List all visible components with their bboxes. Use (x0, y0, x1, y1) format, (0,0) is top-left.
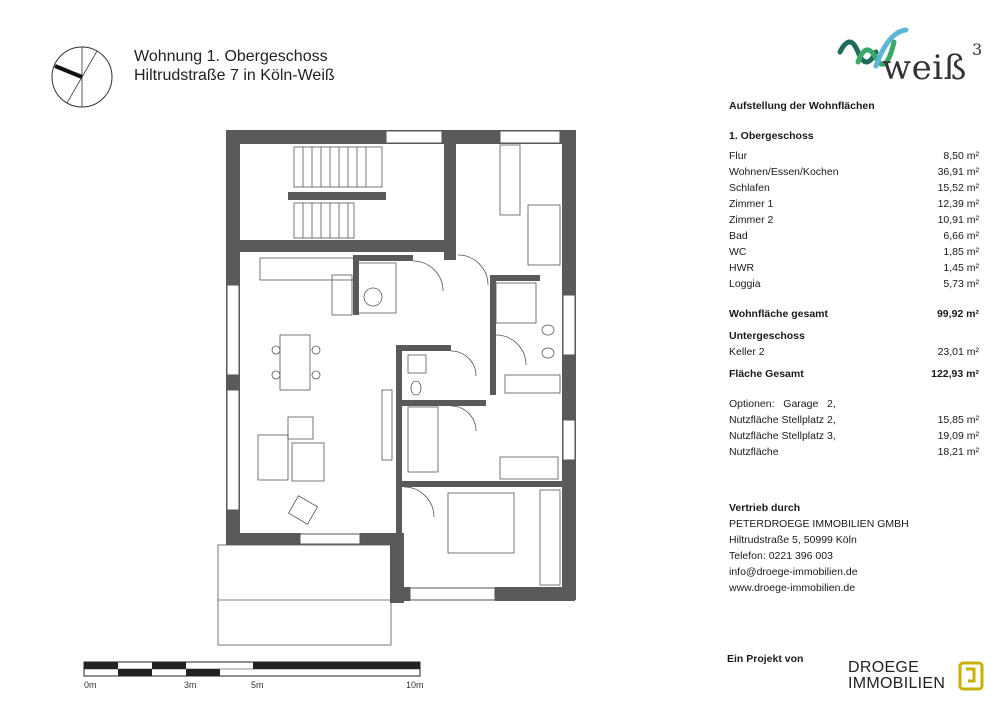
scale-label-0: 0m (84, 680, 97, 690)
company-web[interactable]: www.droege-immobilien.de (729, 582, 856, 594)
table-row: Loggia 5,73 m² (729, 278, 979, 290)
scale-label-3: 3m (184, 680, 197, 690)
project-label: Ein Projekt von (727, 653, 804, 665)
table-row: WC 1,85 m² (729, 246, 979, 258)
options-list (729, 396, 979, 460)
brand-line-1: DROEGE (848, 659, 920, 676)
droege-logo-icon (958, 661, 984, 691)
contact-block (729, 500, 909, 596)
brand-line-2: IMMOBILIEN (848, 675, 946, 692)
table-row: Nutzfläche Stellplatz 3, 19,09 m² (729, 430, 979, 442)
logo-superscript: 3 (972, 40, 983, 59)
table-row: HWR 1,45 m² (729, 262, 979, 274)
floor-label: 1. Obergeschoss (729, 130, 814, 142)
table-row: Flur 8,50 m² (729, 150, 979, 162)
total-row: Wohnfläche gesamt 99,92 m² (729, 308, 979, 320)
title-line-1: Wohnung 1. Obergeschoss (134, 48, 328, 65)
scale-label-5: 5m (251, 680, 264, 690)
basement-heading: Untergeschoss (729, 330, 805, 342)
area-heading: Aufstellung der Wohnflächen (729, 100, 875, 112)
table-row: Keller 2 23,01 m² (729, 346, 979, 358)
title-line-2: Hiltrudstraße 7 in Köln-Weiß (134, 67, 335, 84)
scale-label-10: 10m (406, 680, 424, 690)
table-row: Zimmer 1 12,39 m² (729, 198, 979, 210)
droege-logo (848, 660, 984, 694)
contact-heading: Vertrieb durch (729, 502, 801, 514)
company-address: Hiltrudstraße 5, 50999 Köln (729, 534, 857, 546)
grand-total-row: Fläche Gesamt 122,93 m² (729, 368, 979, 380)
floor-plan (200, 125, 600, 655)
scale-bar (83, 661, 423, 679)
table-row: Nutzfläche Stellplatz 2, 15,85 m² (729, 414, 979, 426)
table-row: Zimmer 2 10,91 m² (729, 214, 979, 226)
table-row: Schlafen 15,52 m² (729, 182, 979, 194)
area-table (729, 100, 979, 460)
company-email[interactable]: info@droege-immobilien.de (729, 566, 858, 578)
company-phone: Telefon: 0221 396 003 (729, 550, 833, 562)
north-compass-icon (49, 44, 115, 110)
table-row: Bad 6,66 m² (729, 230, 979, 242)
table-row: Wohnen/Essen/Kochen 36,91 m² (729, 166, 979, 178)
page-title (134, 47, 335, 85)
table-row: Optionen: Garage 2, (729, 398, 836, 410)
weiss-logo (836, 22, 986, 92)
room-list (729, 148, 979, 292)
company-name: PETERDROEGE IMMOBILIEN GMBH (729, 518, 909, 530)
table-row: Nutzfläche 18,21 m² (729, 446, 979, 458)
logo-text: weiß (882, 48, 967, 88)
